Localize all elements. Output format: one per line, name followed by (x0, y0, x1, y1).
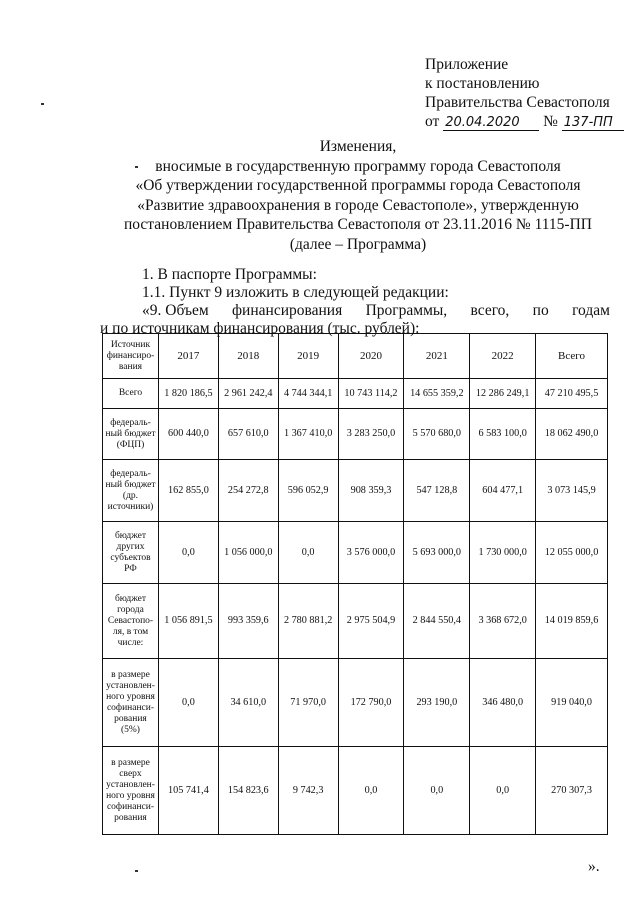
table-row (103, 409, 608, 460)
cell-value: 1 056 891,5 (158, 584, 218, 659)
title-line-2: вносимые в государственную программу города Севастополя (155, 157, 561, 175)
table-row (103, 659, 608, 747)
cell-total: 270 307,3 (536, 747, 608, 835)
header-year: 2018 (218, 334, 278, 379)
cell-total: 12 055 000,0 (536, 522, 608, 584)
cell-value: 34 610,0 (218, 659, 278, 747)
title-line-6: (далее – Программа) (289, 235, 427, 253)
from-label: от (425, 113, 440, 130)
cell-value: 1 056 000,0 (218, 522, 278, 584)
paragraph-9-word: по (532, 302, 549, 319)
cell-value: 2 961 242,4 (218, 379, 278, 409)
appendix-line-2: к постановлению (425, 75, 540, 92)
table-row (103, 379, 608, 409)
cell-value: 1 367 410,0 (278, 409, 338, 460)
cell-value: 5 693 000,0 (404, 522, 470, 584)
paragraph-9-word: Программы, (365, 302, 448, 319)
cell-value: 547 128,8 (404, 460, 470, 522)
paragraph-9-word: «9. Объем (142, 302, 209, 319)
paragraph-1-1: 1.1. Пункт 9 изложить в следующей редакции: (142, 284, 449, 301)
handwritten-date: 20.04.2020 (443, 115, 539, 131)
scan-speck (135, 870, 138, 872)
cell-value: 2 975 504,9 (338, 584, 404, 659)
paragraph-9-word: годам (572, 302, 610, 319)
paragraph-9-continuation: и по источникам финансирования (тыс. рублей): (100, 320, 420, 337)
header-source: Источник финансиро-вания (103, 334, 159, 379)
cell-value: 3 368 672,0 (470, 584, 536, 659)
cell-total: 18 062 490,0 (536, 409, 608, 460)
cell-total: 919 040,0 (536, 659, 608, 747)
cell-value: 993 359,6 (218, 584, 278, 659)
cell-value: 5 570 680,0 (404, 409, 470, 460)
cell-value: 154 823,6 (218, 747, 278, 835)
cell-value: 4 744 344,1 (278, 379, 338, 409)
table-header-row (103, 334, 608, 379)
cell-value: 600 440,0 (158, 409, 218, 460)
appendix-line-1: Приложение (425, 56, 509, 73)
header-year: 2020 (338, 334, 404, 379)
row-source: федераль-ный бюджет (ФЦП) (103, 409, 159, 460)
appendix-line-3: Правительства Севастополя (425, 94, 610, 111)
cell-value: 10 743 114,2 (338, 379, 404, 409)
row-source: в размере сверх установлен-ного уровня софинанси-рования (103, 747, 159, 835)
cell-value: 162 855,0 (158, 460, 218, 522)
scan-speck (135, 166, 138, 168)
cell-total: 14 019 859,6 (536, 584, 608, 659)
appendix-date-line (425, 112, 625, 131)
title-line-5: постановлением Правительства Севастополя от 23.11.2016 № 1115-ПП (124, 216, 592, 233)
cell-value: 293 190,0 (404, 659, 470, 747)
scan-speck (41, 103, 44, 105)
number-label: № (543, 113, 558, 130)
table-row (103, 747, 608, 835)
cell-value: 6 583 100,0 (470, 409, 536, 460)
cell-value: 0,0 (158, 522, 218, 584)
paragraph-9-line (100, 302, 610, 320)
row-source: бюджет города Севастопо-ля, в том числе: (103, 584, 159, 659)
cell-value: 0,0 (470, 747, 536, 835)
cell-value: 3 576 000,0 (338, 522, 404, 584)
header-year: 2022 (470, 334, 536, 379)
paragraph-9-word: всего, (470, 302, 510, 319)
cell-value: 0,0 (404, 747, 470, 835)
header-year: 2021 (404, 334, 470, 379)
cell-value: 596 052,9 (278, 460, 338, 522)
document-title (100, 137, 616, 254)
row-source: в размере установлен-ного уровня софинанси-рования (5%) (103, 659, 159, 747)
cell-value: 0,0 (338, 747, 404, 835)
cell-value: 2 780 881,2 (278, 584, 338, 659)
cell-value: 2 844 550,4 (404, 584, 470, 659)
table-row (103, 460, 608, 522)
cell-value: 346 480,0 (470, 659, 536, 747)
paragraph-1: 1. В паспорте Программы: (142, 266, 317, 283)
cell-value: 0,0 (158, 659, 218, 747)
row-source: федераль-ный бюджет (др. источники) (103, 460, 159, 522)
cell-value: 105 741,4 (158, 747, 218, 835)
body-paragraphs (100, 266, 610, 338)
header-total: Всего (536, 334, 608, 379)
cell-total: 47 210 495,5 (536, 379, 608, 409)
financing-table (102, 333, 608, 835)
cell-value: 3 283 250,0 (338, 409, 404, 460)
cell-value: 172 790,0 (338, 659, 404, 747)
cell-total: 3 073 145,9 (536, 460, 608, 522)
title-line-4: «Развитие здравоохранения в городе Севастополе», утвержденную (137, 196, 579, 214)
cell-value: 14 655 359,2 (404, 379, 470, 409)
cell-value: 908 359,3 (338, 460, 404, 522)
paragraph-9-word: финансирования (232, 302, 343, 319)
appendix-block (425, 55, 625, 131)
table-row (103, 584, 608, 659)
row-source: бюджет других субъектов РФ (103, 522, 159, 584)
cell-value: 9 742,3 (278, 747, 338, 835)
title-line-1: Изменения, (319, 138, 397, 155)
cell-value: 254 272,8 (218, 460, 278, 522)
cell-value: 1 730 000,0 (470, 522, 536, 584)
cell-value: 71 970,0 (278, 659, 338, 747)
title-line-3: «Об утверждении государственной программы города Севастополя (135, 177, 581, 194)
header-year: 2017 (158, 334, 218, 379)
closing-quote: ». (588, 858, 600, 875)
cell-value: 604 477,1 (470, 460, 536, 522)
table-row (103, 522, 608, 584)
cell-value: 657 610,0 (218, 409, 278, 460)
cell-value: 12 286 249,1 (470, 379, 536, 409)
cell-value: 1 820 186,5 (158, 379, 218, 409)
row-source: Всего (103, 379, 159, 409)
handwritten-number: 137-ПП (562, 115, 624, 131)
cell-value: 0,0 (278, 522, 338, 584)
header-year: 2019 (278, 334, 338, 379)
